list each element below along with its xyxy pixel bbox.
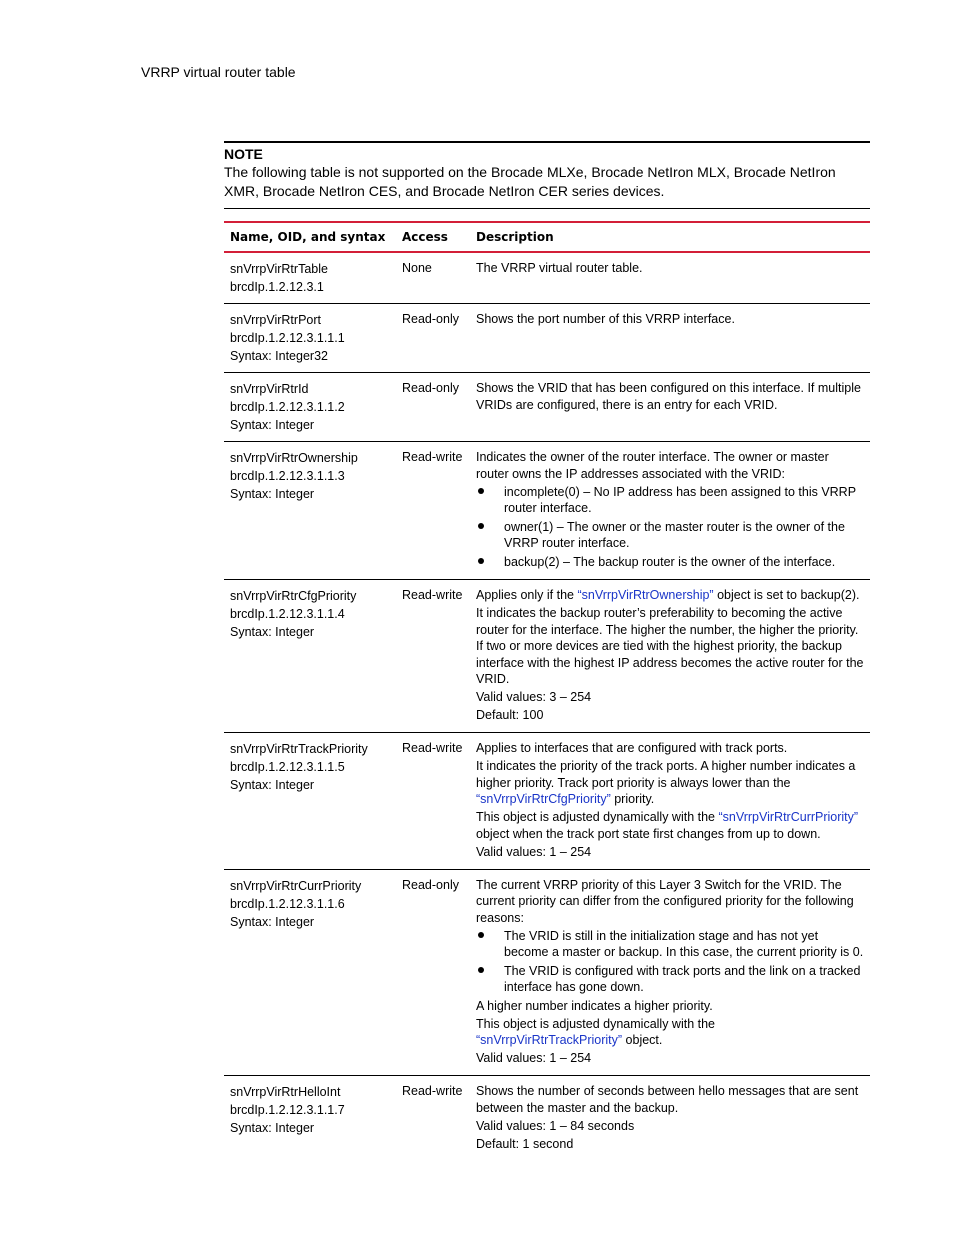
description-text [476,587,864,604]
bullet-icon [478,558,484,564]
page-header-title: VRRP virtual router table [141,64,296,80]
cell-access: None [396,252,470,304]
currpriority-xref-link[interactable]: “snVrrpVirRtrCurrPriority” [718,810,859,824]
text-run: object. [622,1033,663,1047]
table-row [224,304,870,373]
cell-access: Read-only [396,869,470,1076]
trackpriority-xref-link[interactable]: “snVrrpVirRtrTrackPriority” [476,1033,623,1047]
bullet-text: incomplete(0) – No IP address has been assigned to this VRRP router interface. [504,484,856,515]
description-text: Shows the VRID that has been configured on this interface. If multiple VRIDs are configured, there is an entry for each VRID. [476,381,861,412]
cell-access: Read-write [402,1084,463,1098]
object-oid: brcdIp.1.2.12.3.1.1.1 [230,331,345,345]
table-row [224,869,870,1076]
valid-values-text: Valid values: 1 – 254 [476,844,592,859]
table-row [224,580,870,733]
text-run: object is set to backup(2). [713,588,860,602]
bullet-text: owner(1) – The owner or the master router is the owner of the VRRP router interface. [504,519,845,550]
cell-description [470,1076,870,1161]
object-oid: brcdIp.1.2.12.3.1.1.3 [230,469,345,483]
description-text: A higher number indicates a higher priority. [476,998,713,1013]
bullet-icon [478,523,484,529]
object-name: snVrrpVirRtrOwnership [230,451,358,465]
description-text [476,758,864,808]
object-name: snVrrpVirRtrCfgPriority [230,589,357,603]
object-name: snVrrpVirRtrTrackPriority [230,742,368,756]
column-header-description: Description [470,222,870,252]
bullet-icon [478,967,484,973]
object-syntax: Syntax: Integer [230,418,315,432]
cell-description [470,442,870,580]
bullet-list [476,484,864,571]
object-name: snVrrpVirRtrPort [230,313,321,327]
ownership-xref-link[interactable]: “snVrrpVirRtrOwnership” [577,588,714,602]
cell-access: Read-only [396,304,470,373]
default-value-text: Default: 100 [476,708,544,722]
cell-access: Read-write [396,580,470,733]
object-syntax: Syntax: Integer [230,778,315,792]
cell-access: Read-only [396,373,470,442]
text-run: object when the track port state first changes from up to down. [476,826,821,841]
description-text: The VRRP virtual router table. [476,261,643,275]
object-oid: brcdIp.1.2.12.3.1 [230,280,324,294]
cell-description [470,252,870,304]
cell-access: Read-write [396,442,470,580]
object-name: snVrrpVirRtrId [230,382,309,396]
cell-description [470,304,870,373]
column-header-access: Access [396,222,470,252]
table-row [224,442,870,580]
list-item [476,963,864,996]
note-text: The following table is not supported on the Brocade MLXe, Brocade NetIron MLX, Brocade NetIron XMR, Brocade NetIron CES, and Brocade NetIron CER series devices. [224,164,836,199]
bullet-text: The VRID is configured with track ports and the link on a tracked interface has gone down. [504,963,861,994]
object-name: snVrrpVirRtrCurrPriority [230,878,362,893]
table-row [224,733,870,870]
cell-name [224,442,396,580]
cell-description [470,580,870,733]
list-item [476,484,864,517]
cell-name [224,580,396,733]
valid-values-text: Valid values: 1 – 254 [476,1051,592,1065]
cell-description [470,373,870,442]
cell-description [470,733,870,870]
bullet-text: backup(2) – The backup router is the owner of the interface. [504,554,836,569]
note-title: NOTE [224,146,263,162]
note-box [224,141,870,209]
object-oid: brcdIp.1.2.12.3.1.1.5 [230,760,345,774]
description-text: Indicates the owner of the router interface. The owner or master router owns the IP addresses associated with the VRID: [476,450,829,481]
table-row [224,1076,870,1161]
bullet-list [476,928,864,996]
default-value-text: Default: 1 second [476,1136,574,1151]
object-syntax: Syntax: Integer [230,1121,315,1135]
bullet-icon [478,932,484,938]
column-header-name: Name, OID, and syntax [224,222,396,252]
cfgpriority-xref-link[interactable]: “snVrrpVirRtrCfgPriority” [476,792,611,806]
list-item [476,519,864,552]
table-row [224,252,870,304]
cell-name [224,252,396,304]
cell-access: Read-write [396,733,470,870]
object-oid: brcdIp.1.2.12.3.1.1.7 [230,1103,345,1117]
description-text: Applies to interfaces that are configured with track ports. [476,741,788,755]
list-item [476,554,864,571]
object-name: snVrrpVirRtrTable [230,262,328,276]
table-header-row [224,222,870,252]
list-item [476,928,864,961]
text-run: This object is adjusted dynamically with the [476,810,719,824]
object-oid: brcdIp.1.2.12.3.1.1.4 [230,607,345,621]
description-text: It indicates the backup router’s preferability to becoming the active router for the interface. The higher the number, the higher the priority. If two or more devices are tied with the highest priority, the backup interface with the highest IP address becomes the active router for the VRID. [476,606,864,686]
text-run: priority. [610,792,655,806]
mib-object-table [224,221,870,1161]
description-text: Shows the number of seconds between hello messages that are sent between the master and the backup. [476,1084,859,1115]
object-syntax: Syntax: Integer [230,487,315,501]
table-row [224,373,870,442]
bullet-icon [478,488,484,494]
object-syntax: Syntax: Integer32 [230,349,328,363]
description-text: The current VRRP priority of this Layer 3 Switch for the VRID. The current priority can differ from the configured priority for the following reasons: [476,877,854,925]
description-text [476,809,864,842]
bullet-text: The VRID is still in the initialization stage and has not yet become a master or backup. In this case, the current priority is 0. [504,928,864,959]
cell-name [224,869,396,1076]
description-text [476,1016,864,1049]
cell-name [224,1076,396,1161]
cell-name [224,373,396,442]
object-syntax: Syntax: Integer [230,914,315,929]
valid-values-text: Valid values: 1 – 84 seconds [476,1118,635,1133]
object-name: snVrrpVirRtrHelloInt [230,1085,341,1099]
object-syntax: Syntax: Integer [230,625,315,639]
text-run: Applies only if the [476,588,578,602]
text-run: This object is adjusted dynamically with the [476,1016,716,1031]
object-oid: brcdIp.1.2.12.3.1.1.2 [230,400,345,414]
cell-description [470,869,870,1076]
text-run: It indicates the priority of the track ports. A higher number indicates a higher priority. Track port priority is always lower than the [476,759,856,790]
valid-values-text: Valid values: 3 – 254 [476,690,592,704]
object-oid: brcdIp.1.2.12.3.1.1.6 [230,896,345,911]
cell-name [224,733,396,870]
cell-name [224,304,396,373]
description-text: Shows the port number of this VRRP interface. [476,312,735,326]
